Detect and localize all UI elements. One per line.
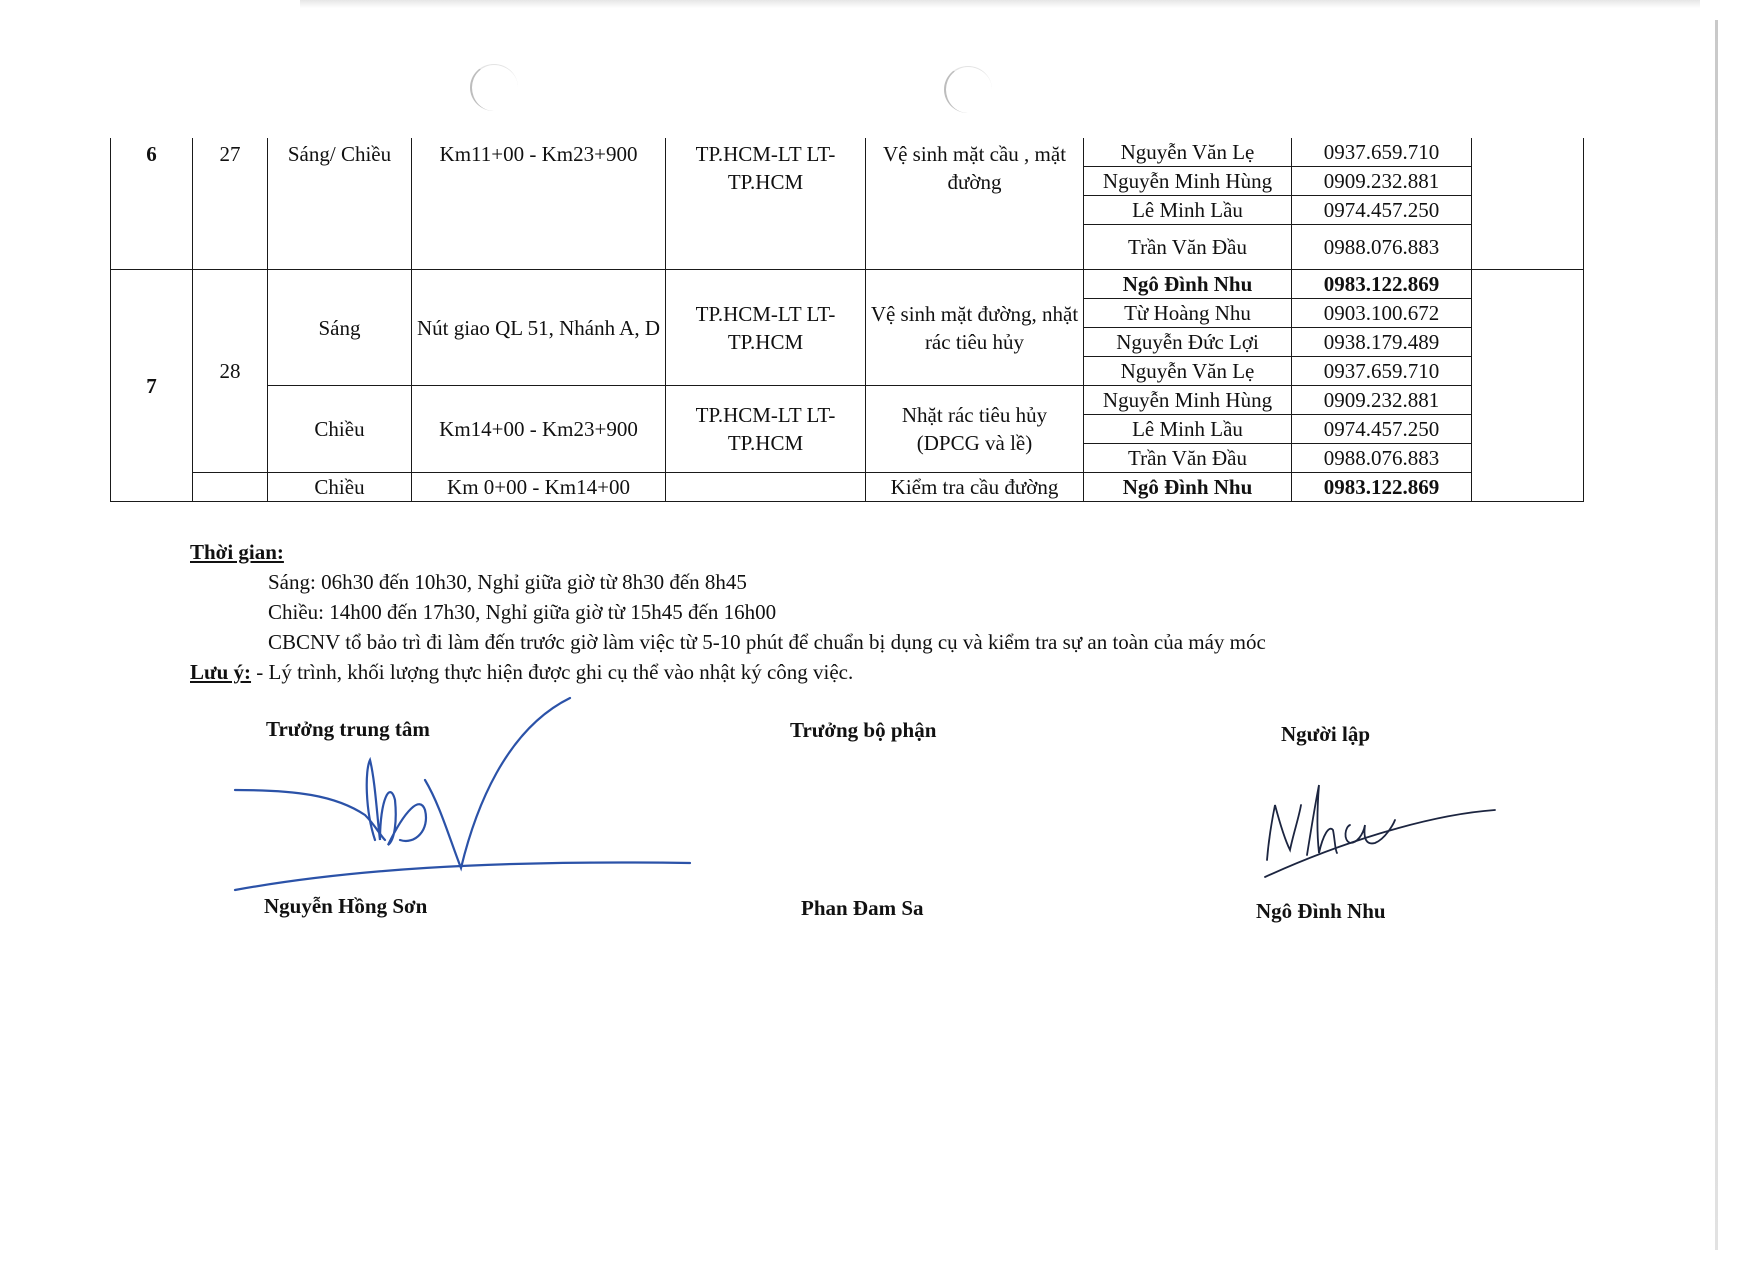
signature-center-head	[225, 690, 705, 900]
arrival-note: CBCNV tổ bảo trì đi làm đến trước giờ làm việc từ 5-10 phút để chuẩn bị dụng cụ và kiểm tra sự an toàn của máy móc	[268, 630, 1266, 654]
preparer-name: Ngô Đình Nhu	[1256, 899, 1386, 923]
staff-name-cell: Trần Văn Đầu	[1084, 444, 1292, 473]
signature-preparer	[1255, 765, 1505, 885]
staff-name-cell: Trần Văn Đầu	[1084, 225, 1292, 270]
time-label: Thời gian:	[190, 540, 284, 564]
staff-phone-cell: 0938.179.489	[1292, 328, 1472, 357]
staff-phone-cell: 0974.457.250	[1292, 415, 1472, 444]
table-row	[111, 270, 1584, 299]
dept-head-title: Trưởng bộ phận	[790, 718, 937, 742]
stt-cell: 6	[111, 138, 193, 270]
stt-cell: 7	[111, 270, 193, 502]
note-label: Lưu ý:	[190, 660, 252, 684]
staff-name-cell: Lê Minh Lầu	[1084, 196, 1292, 225]
date-cell: 27	[193, 138, 268, 270]
table-row	[111, 386, 1584, 415]
schedule-table-wrap	[110, 138, 1584, 502]
direction-cell	[666, 473, 866, 502]
center-head-title: Trưởng trung tâm	[266, 717, 430, 741]
shift-cell: Sáng	[268, 270, 412, 386]
date-cell: 28	[193, 270, 268, 473]
shift-cell: Sáng/ Chiều	[268, 138, 412, 270]
task-cell: Nhặt rác tiêu hủy (DPCG và lề)	[866, 386, 1084, 473]
staff-phone-cell: 0988.076.883	[1292, 444, 1472, 473]
staff-name-cell: Nguyễn Văn Lẹ	[1084, 357, 1292, 386]
morning-hours: Sáng: 06h30 đến 10h30, Nghỉ giữa giờ từ 8h30 đến 8h45	[268, 570, 747, 594]
staff-phone-cell: 0983.122.869	[1292, 270, 1472, 299]
staff-phone-cell: 0937.659.710	[1292, 357, 1472, 386]
empty-cell	[1472, 138, 1584, 270]
table-row	[111, 138, 1584, 167]
note-line	[190, 657, 1266, 687]
scan-edge-top	[300, 0, 1700, 8]
staff-name-cell: Nguyễn Minh Hùng	[1084, 386, 1292, 415]
route-cell: Km 0+00 - Km14+00	[412, 473, 666, 502]
scan-edge-right	[1715, 20, 1718, 1250]
staff-name-cell: Nguyễn Văn Lẹ	[1084, 138, 1292, 167]
staff-phone-cell: 0988.076.883	[1292, 225, 1472, 270]
staff-name-cell: Nguyễn Minh Hùng	[1084, 167, 1292, 196]
route-cell: Km14+00 - Km23+900	[412, 386, 666, 473]
punch-hole	[944, 66, 992, 113]
staff-phone-cell: 0909.232.881	[1292, 386, 1472, 415]
direction-cell: TP.HCM-LT LT-TP.HCM	[666, 138, 866, 270]
route-cell: Km11+00 - Km23+900	[412, 138, 666, 270]
center-head-name: Nguyễn Hồng Sơn	[264, 894, 428, 918]
task-cell: Kiểm tra cầu đường	[866, 473, 1084, 502]
staff-name-cell: Từ Hoàng Nhu	[1084, 299, 1292, 328]
notes-section	[190, 537, 1266, 687]
staff-name-cell: Nguyễn Đức Lợi	[1084, 328, 1292, 357]
staff-phone-cell: 0974.457.250	[1292, 196, 1472, 225]
staff-phone-cell: 0937.659.710	[1292, 138, 1472, 167]
punch-hole	[470, 64, 518, 111]
staff-phone-cell: 0983.122.869	[1292, 473, 1472, 502]
route-cell: Nút giao QL 51, Nhánh A, D	[412, 270, 666, 386]
schedule-table	[110, 138, 1584, 502]
staff-phone-cell: 0903.100.672	[1292, 299, 1472, 328]
task-cell: Vệ sinh mặt cầu , mặt đường	[866, 138, 1084, 270]
empty-cell	[193, 473, 268, 502]
staff-name-cell: Ngô Đình Nhu	[1084, 270, 1292, 299]
afternoon-hours: Chiều: 14h00 đến 17h30, Nghỉ giữa giờ từ 15h45 đến 16h00	[268, 600, 777, 624]
staff-name-cell: Lê Minh Lầu	[1084, 415, 1292, 444]
dept-head-name: Phan Đam Sa	[801, 896, 924, 920]
staff-phone-cell: 0909.232.881	[1292, 167, 1472, 196]
shift-cell: Chiều	[268, 473, 412, 502]
table-row	[111, 473, 1584, 502]
empty-cell	[1472, 270, 1584, 502]
note-text: - Lý trình, khối lượng thực hiện được ghi cụ thể vào nhật ký công việc.	[251, 660, 854, 684]
task-cell: Vệ sinh mặt đường, nhặt rác tiêu hủy	[866, 270, 1084, 386]
direction-cell: TP.HCM-LT LT-TP.HCM	[666, 270, 866, 386]
staff-name-cell: Ngô Đình Nhu	[1084, 473, 1292, 502]
direction-cell: TP.HCM-LT LT-TP.HCM	[666, 386, 866, 473]
preparer-title: Người lập	[1281, 722, 1370, 746]
shift-cell: Chiều	[268, 386, 412, 473]
